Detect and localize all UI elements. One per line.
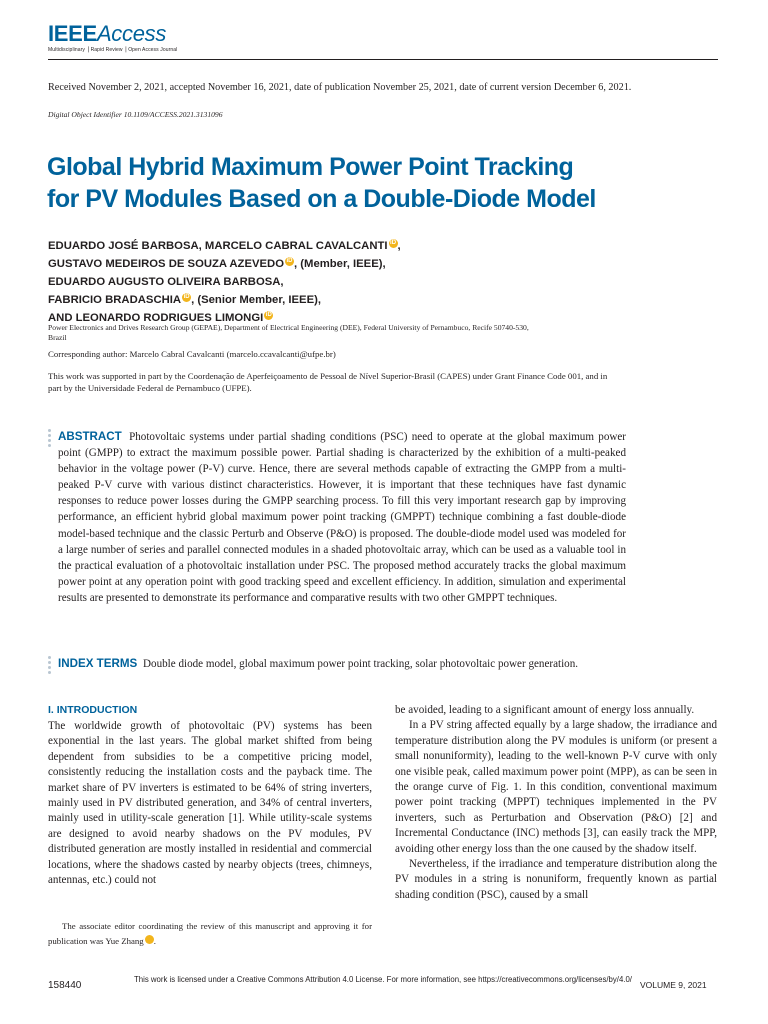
paragraph: The worldwide growth of photovoltaic (PV) systems has been exponential in the last years. The global market shifted from being dependent from subsidies to be a competitive pricing model, consistently reducing the installation costs and the payback time. The market share of PV inverters is estimated to be 64% of string inverters, mainly used in PV distributed generation, and 34% of central inverters, mainly used in utility-scale generation [1]. While utility-scale systems are designed to avoid nearby shadows on the PV modules, PV distributed generation are mostly installed in residential and commercial locations, where the shadows casted by nearby objects (trees, chimneys, antennas, etc.) could not [48, 720, 372, 887]
title-line-1: Global Hybrid Maximum Power Point Tracking [47, 153, 574, 181]
footnote-text: The associate editor coordinating the review of this manuscript and approving it for publication was Yue Zhang [48, 921, 372, 946]
author-list [48, 237, 728, 327]
author-suffix: , (Senior Member, IEEE), [191, 294, 322, 306]
abstract-text: Photovoltaic systems under partial shading conditions (PSC) need to operate at the global maximum power point (GMPP) to extract the maximum possible power. Partial shading is characterized by the exhibition of a multi-peaked behavior in the voltage power (P-V) curve. Hence, there are several methods capable of extracting the GMPP from a multi-peaked P-V curve with various distinct characteristics. However, it is important that these techniques have fast dynamic responses to reduce power losses during the GMPP searching process. To fill this very important research gap by improving performance, an efficient hybrid global maximum power point tracking (GMPPT) technique combining a fast double-diode model-based technique and the classic Perturb and Observe (P&O) is proposed. The double-diode model used was modeled for a large number of series and parallel connected modules in a shaded photovoltaic array, which can be used as a valuable tool in the practical evaluation of a photovoltaic installation under PSC. The proposed method accurately tracks the global maximum power point at any operation point with good tracking speed and excellent efficiency. In addition, simulation and experimental results are presented to demonstrate its performance and comparative results with two other GMPPT techniques. [58, 431, 626, 604]
author-name: EDUARDO AUGUSTO OLIVEIRA BARBOSA, [48, 276, 284, 288]
abstract-label: ABSTRACT [58, 430, 122, 443]
orcid-icon[interactable]: iD [286, 258, 293, 265]
index-terms-label: INDEX TERMS [58, 657, 138, 670]
paper-title [47, 151, 727, 215]
logo-access: Access [96, 21, 167, 46]
funding-note: This work was supported in part by the Coordenação de Aperfeiçoamento de Pessoal de Nível Superior-Brasil (CAPES) under Grant Finance Code 001, and in part by the Universidade Federal de Pernambuco (UFPE). [48, 371, 608, 393]
paragraph: In a PV string affected equally by a large shadow, the irradiance and temperature distribution along the PV modules is uniform (or present a small nonuniformity), leading to the well-known P-V curve with only one visible peak, called maximum power point (MPP), as can be seen in the orange curve of Fig. 1. In this condition, conventional maximum power point tracking (MPPT) techniques implemented in the PV inverters, such as Perturbation and Observation (P&O) [2] and Incremental Conductance (INC) methods [3], can easily track the MPP, avoiding other energy loss than the one caused by the shadow itself. [395, 719, 717, 855]
logo-ieee: IEEE [48, 21, 97, 46]
author-line-2 [48, 255, 728, 273]
index-terms [58, 656, 626, 672]
footnote-end: . [153, 936, 156, 946]
license-note[interactable]: This work is licensed under a Creative Commons Attribution 4.0 License. For more information, see https://creativecommons.org/licenses/by/4.0/ [134, 975, 632, 984]
orcid-icon[interactable]: iD [265, 312, 272, 319]
orcid-icon[interactable]: iD [390, 240, 397, 247]
corresponding-author: Corresponding author: Marcelo Cabral Cavalcanti (marcelo.ccavalcanti@ufpe.br) [48, 349, 336, 359]
orcid-icon[interactable]: iD [145, 935, 154, 944]
header-rule [48, 59, 718, 60]
author-name: AND LEONARDO RODRIGUES LIMONGI [48, 312, 264, 324]
editor-footnote [48, 919, 372, 949]
doi[interactable]: Digital Object Identifier 10.1109/ACCESS.2021.3131096 [48, 110, 223, 119]
left-column [48, 703, 372, 888]
right-column [395, 703, 717, 903]
index-terms-text: Double diode model, global maximum power point tracking, solar photovoltaic power generation. [143, 658, 579, 670]
author-suffix: , (Member, IEEE), [294, 258, 386, 270]
logo-tagline: Multidisciplinary ⎟ Rapid Review ⎟ Open Access Journal [48, 47, 178, 53]
page-number: 158440 [48, 980, 82, 991]
author-suffix: , [397, 240, 401, 252]
author-name: GUSTAVO MEDEIROS DE SOUZA AZEVEDO [48, 258, 284, 270]
paragraph: be avoided, leading to a significant amount of energy loss annually. [395, 704, 695, 716]
section-heading: I. INTRODUCTION [48, 704, 138, 716]
index-terms-dots-icon [48, 656, 51, 676]
author-line-1 [48, 237, 728, 255]
orcid-icon[interactable]: iD [183, 294, 190, 301]
author-name: EDUARDO JOSÉ BARBOSA, MARCELO CABRAL CAVALCANTI [48, 240, 388, 252]
received-dates: Received November 2, 2021, accepted November 16, 2021, date of publication November 25, 2021, date of current version December 6, 2021. [48, 82, 632, 93]
abstract [58, 429, 626, 606]
volume-label: VOLUME 9, 2021 [640, 980, 707, 990]
abstract-dots-icon [48, 429, 51, 449]
journal-logo [48, 22, 166, 46]
affiliation: Power Electronics and Drives Research Group (GEPAE), Department of Electrical Engineering (DEE), Federal University of Pernambuco, Recife 50740-530, Brazil [48, 323, 529, 342]
author-name: FABRICIO BRADASCHIA [48, 294, 182, 306]
author-line-4 [48, 291, 728, 309]
paragraph: Nevertheless, if the irradiance and temperature distribution along the PV modules in a string is nonuniform, frequently known as partial shading condition (PSC), caused by a small [395, 858, 717, 901]
author-line-3 [48, 273, 728, 291]
title-line-2: for PV Modules Based on a Double-Diode Model [47, 185, 596, 213]
